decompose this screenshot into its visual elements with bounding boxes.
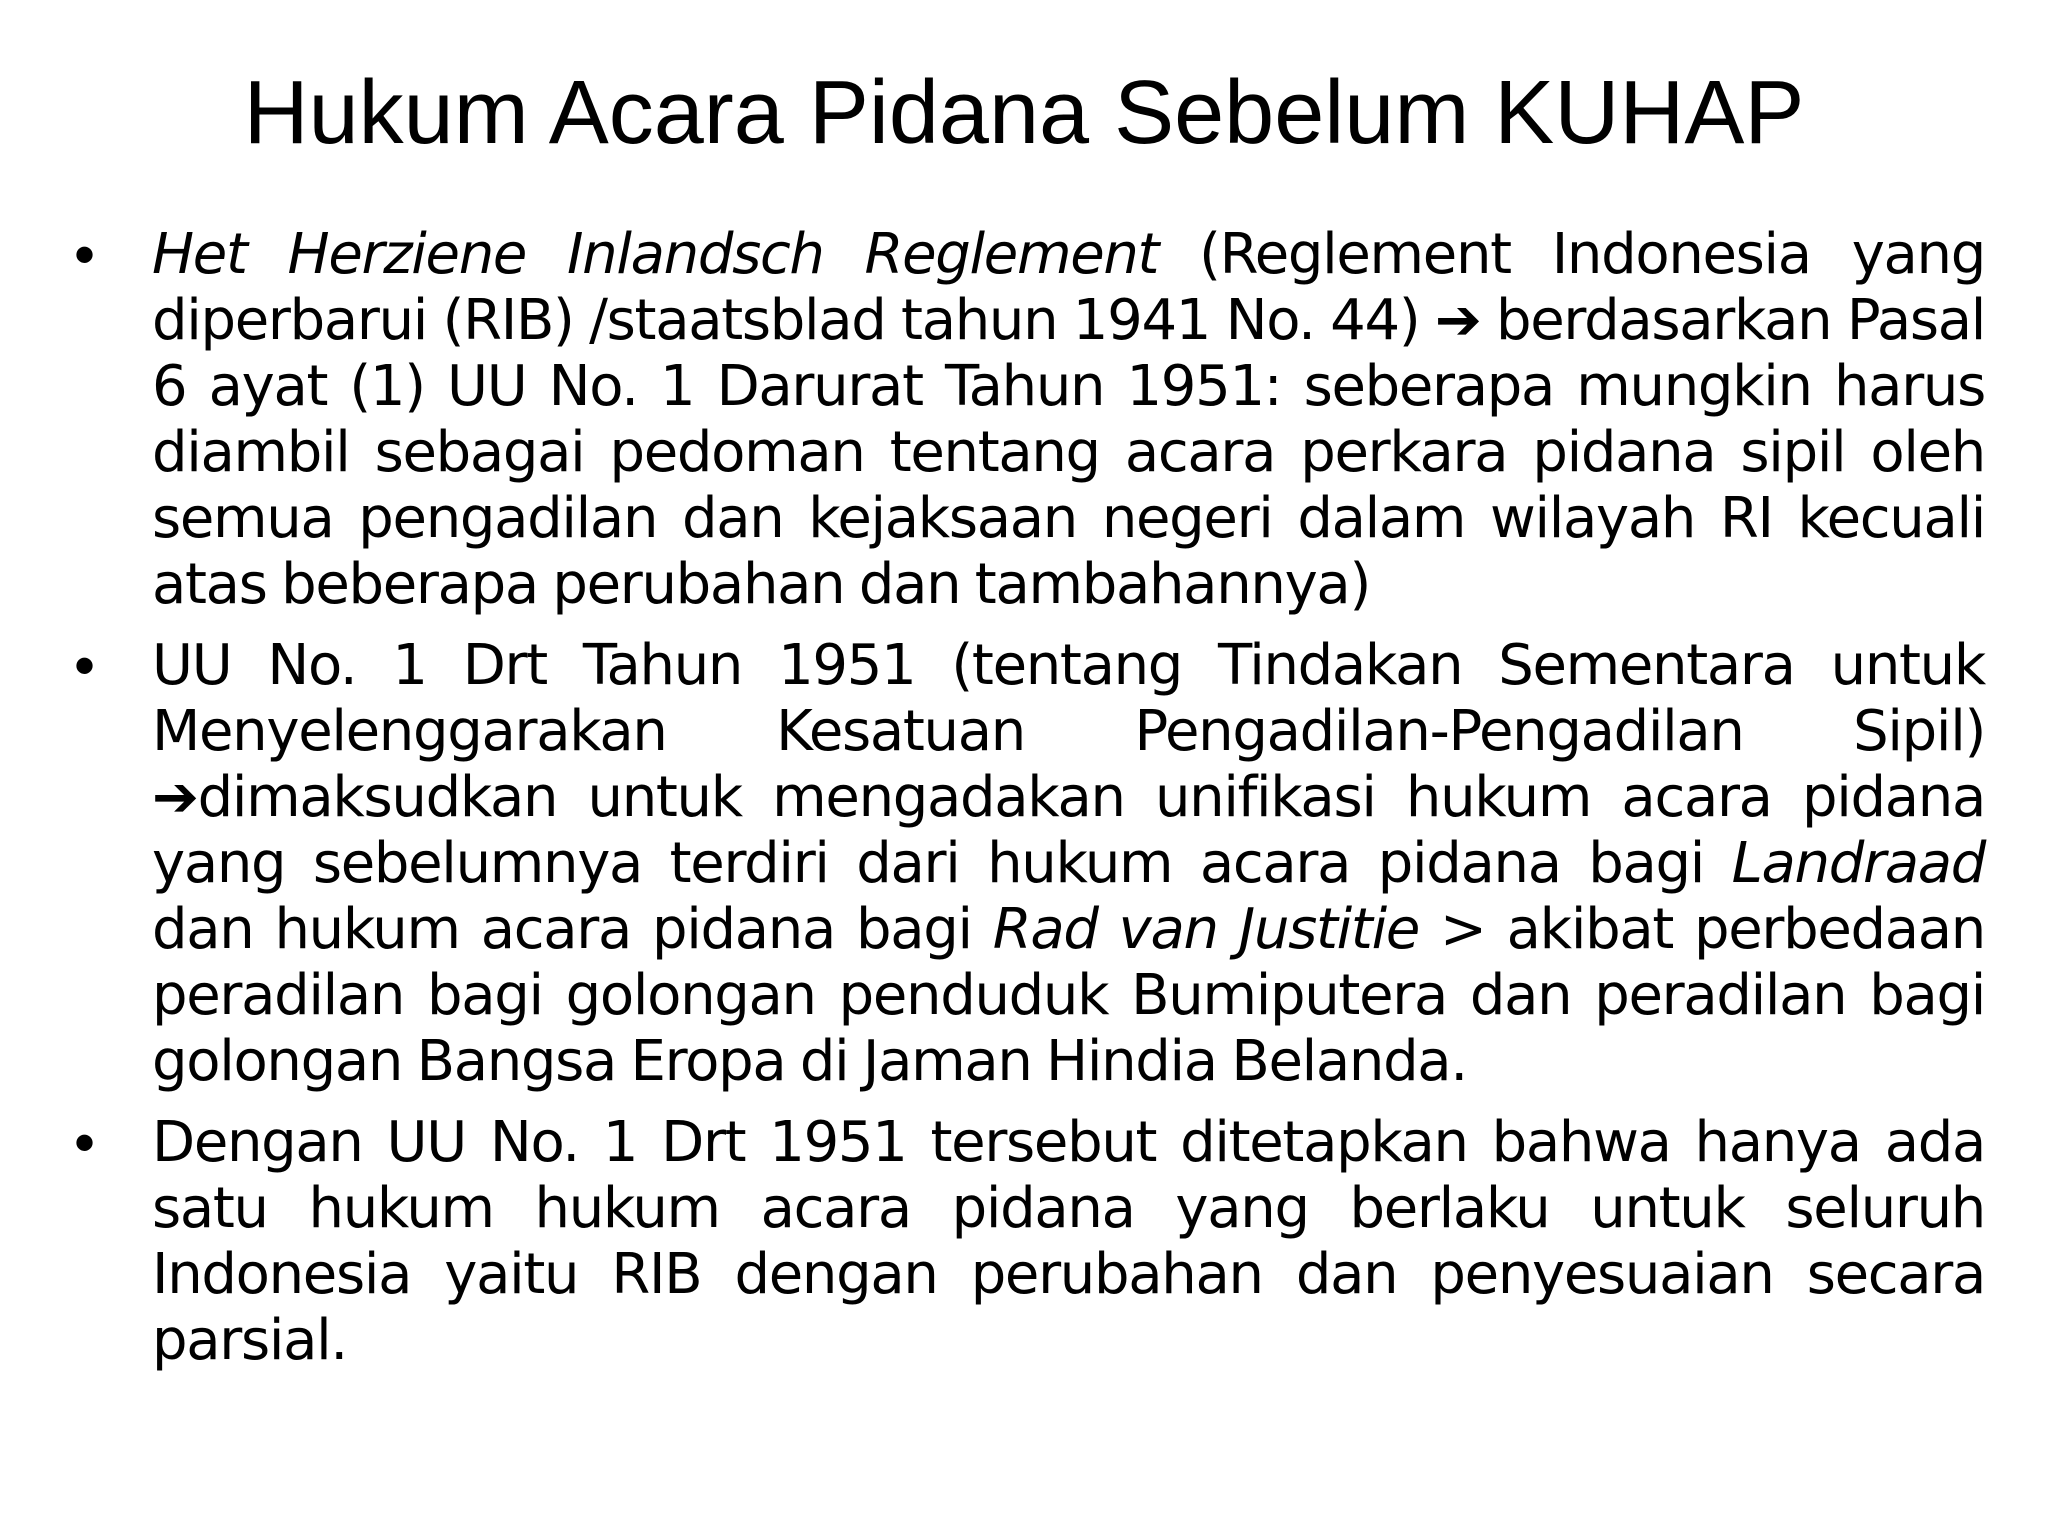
italic-term-rad-van-justitie: Rad van Justitie [992, 897, 1420, 962]
bullet-text-1 [152, 222, 1985, 618]
bullet-icon: • [74, 1109, 96, 1176]
bullet-item-1 [0, 222, 1985, 618]
bullet-icon: • [74, 221, 96, 288]
italic-lead-term: Het Herziene Inlandsch Reglement [152, 222, 1159, 287]
bullet-2-text-a: UU No. 1 Drt Tahun 1951 (tentang Tindakan Sementara untuk Menyelenggarakan Kesatuan Pengadilan-Pengadilan Sipil) [152, 633, 1985, 764]
bullet-1-text-b: berdasarkan Pasal 6 ayat (1) UU No. 1 Darurat Tahun 1951: seberapa mungkin harus diambil sebagai pedoman tentang acara perkara pidana sipil oleh semua pengadilan dan kejaksaan negeri dalam wilayah RI kecuali atas beberapa perubahan dan tambahannya) [152, 288, 1985, 617]
bullet-text-3: Dengan UU No. 1 Drt 1951 tersebut ditetapkan bahwa hanya ada satu hukum hukum acara pidana yang berlaku untuk seluruh Indonesia yaitu RIB dengan perubahan dan penyesuaian secara parsial. [152, 1110, 1985, 1373]
bullet-icon: • [74, 632, 96, 699]
italic-term-landraad: Landraad [1731, 831, 1985, 896]
bullet-2-text-b: dimaksudkan untuk mengadakan unifikasi hukum acara pidana yang sebelumnya terdiri dari hukum acara pidana bagi [152, 765, 1985, 896]
bullet-text-2 [152, 633, 1985, 1095]
bullet-2-text-d: > akibat perbedaan peradilan bagi golongan penduduk Bumiputera dan peradilan bagi golongan Bangsa Eropa di Jaman Hindia Belanda. [152, 897, 1986, 1094]
right-arrow-icon: ➔ [1434, 288, 1481, 353]
bullet-1-text-a: (Reglement Indonesia yang diperbarui (RIB) /staatsblad tahun 1941 No. 44) [152, 222, 1986, 353]
bullet-list [0, 222, 2048, 1389]
right-arrow-icon: ➔ [152, 765, 198, 830]
slide-title: Hukum Acara Pidana Sebelum KUHAP [243, 63, 1805, 163]
bullet-item-2 [0, 633, 1985, 1095]
bullet-2-text-c: dan hukum acara pidana bagi [152, 897, 993, 962]
bullet-item-3 [0, 1110, 1985, 1374]
